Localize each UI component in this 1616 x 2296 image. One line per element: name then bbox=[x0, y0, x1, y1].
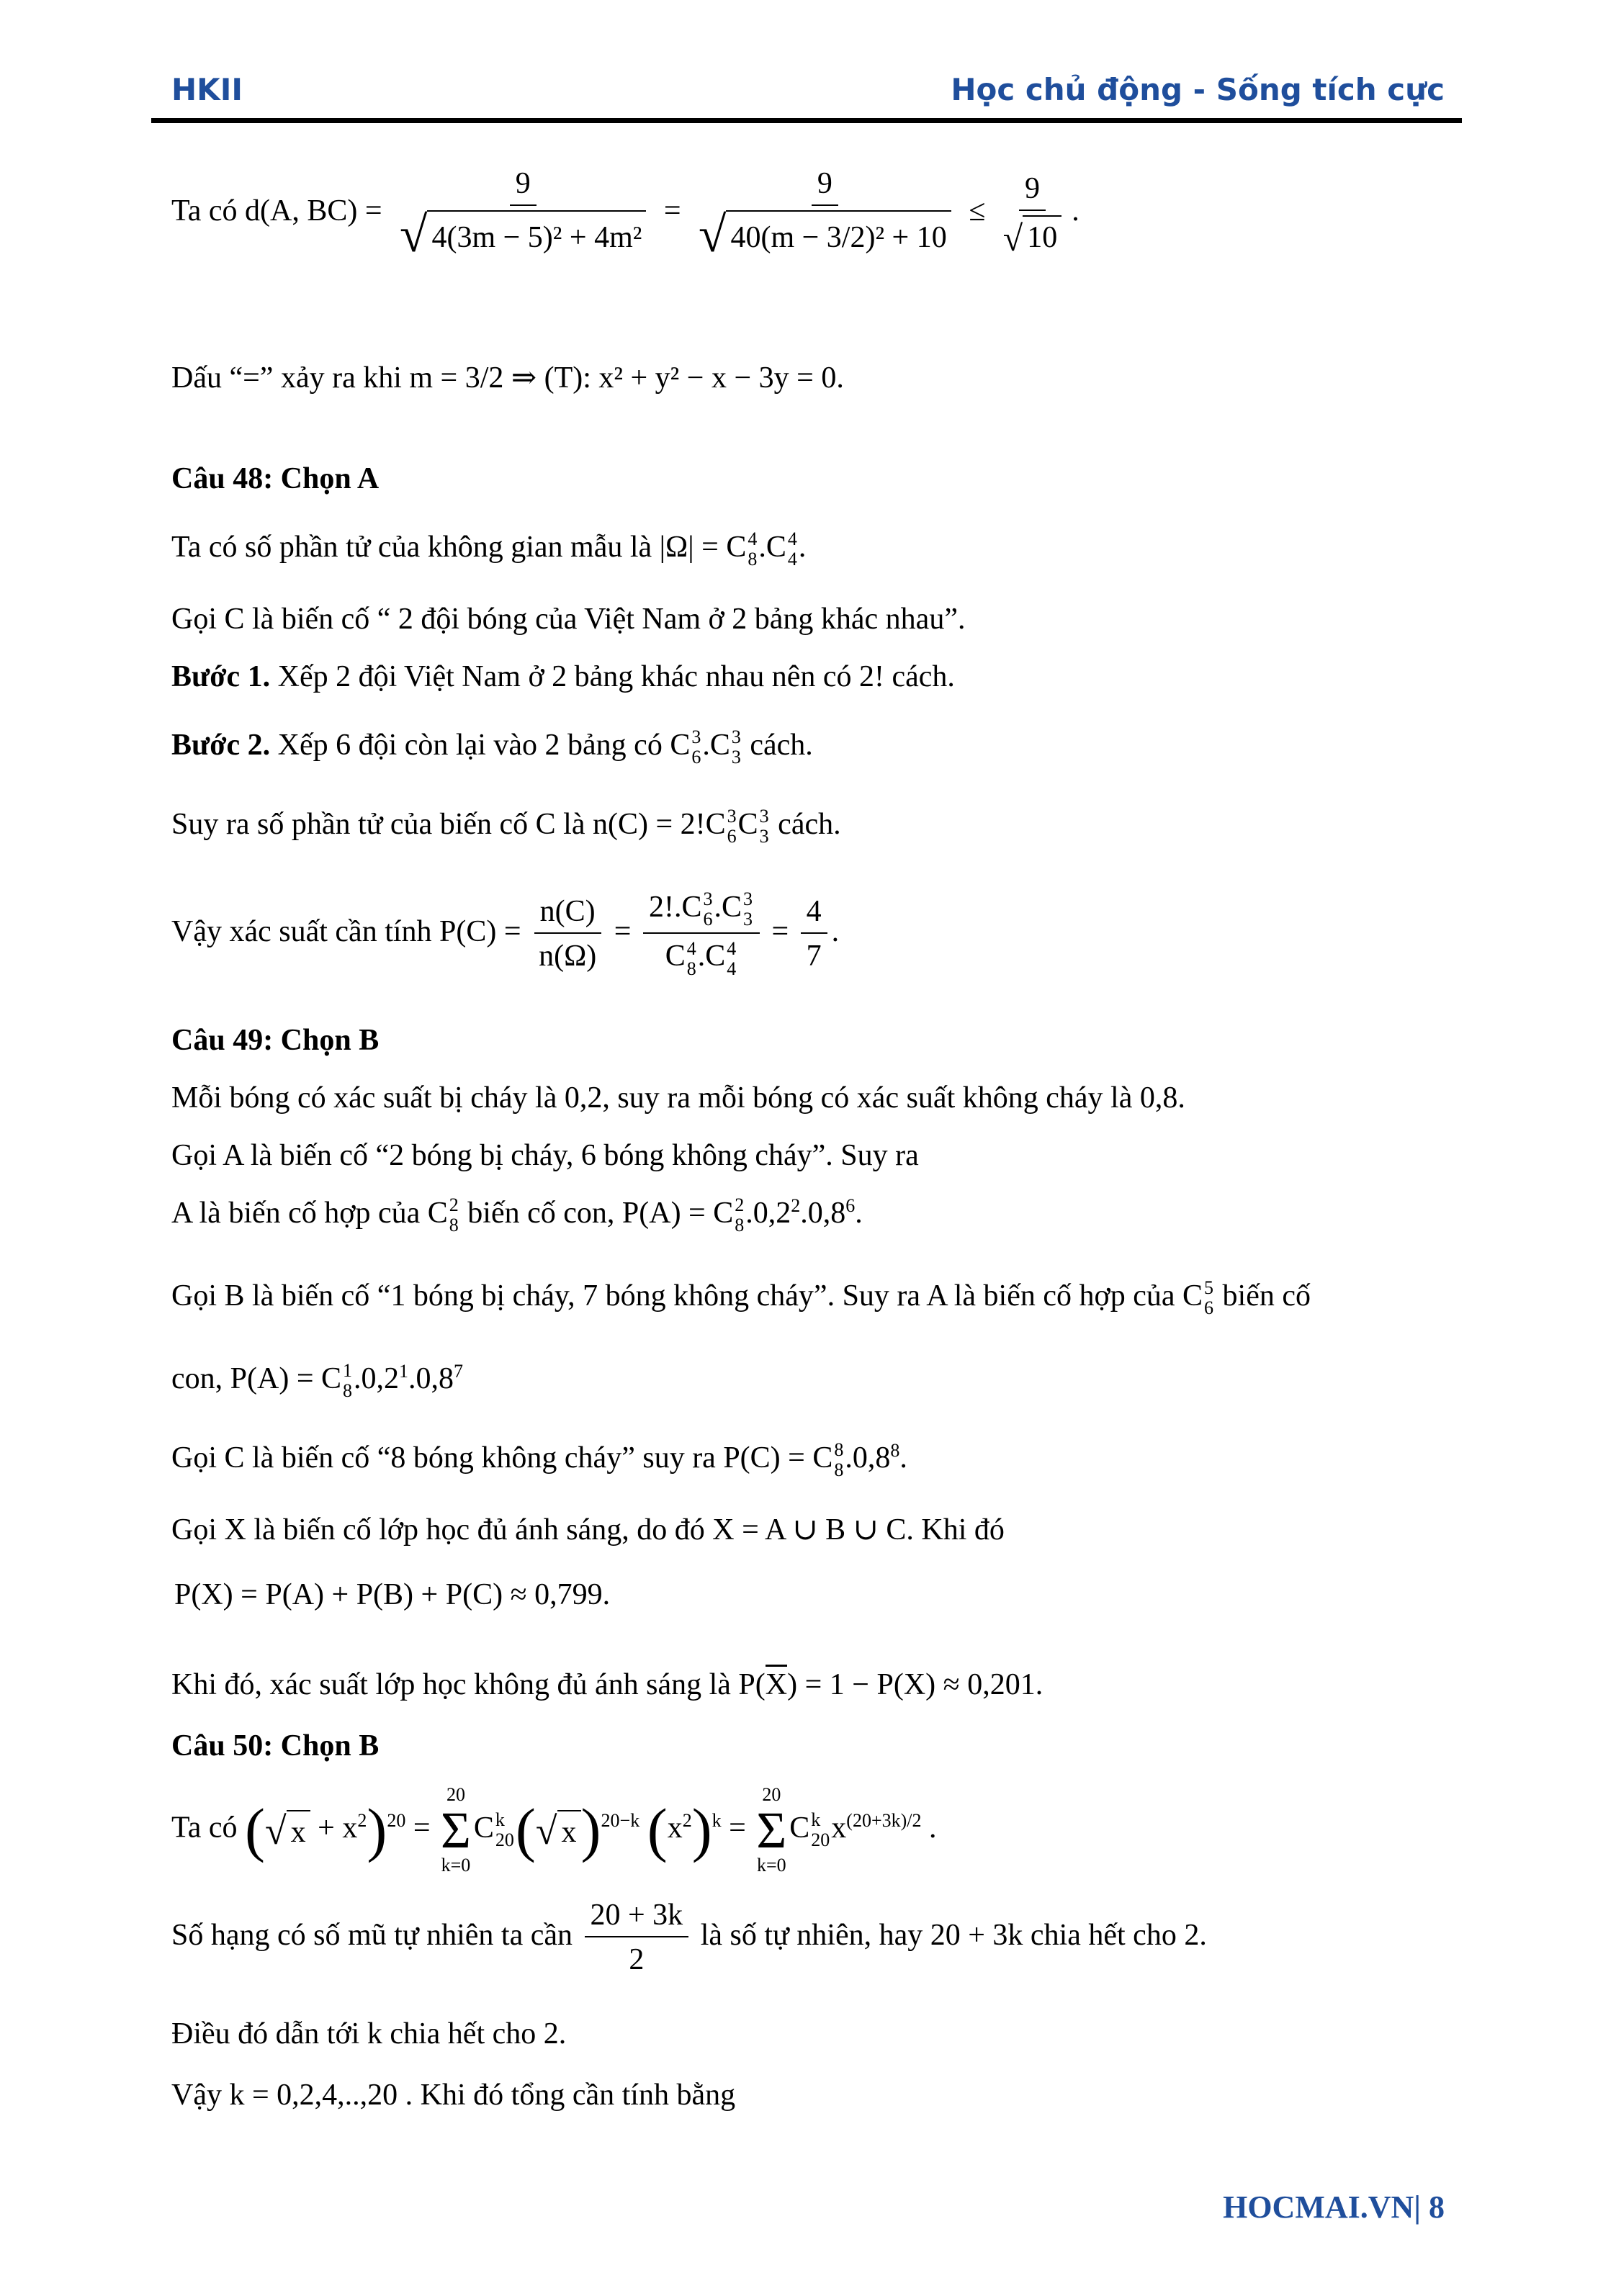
c49-line6: Gọi C là biến cố “8 bóng không cháy” suy ra P(C) = C 8 8 .0,8$^8$. bbox=[171, 1439, 907, 1481]
c47-frac3: 9 √ 10 bbox=[997, 171, 1067, 256]
c48-line1: Ta có số phần tử của không gian mẫu là |Ω| = C 4 8 .C 4 4 . bbox=[171, 528, 807, 570]
c49-line2: Gọi A là biến cố “2 bóng bị cháy, 6 bóng không cháy”. Suy ra bbox=[171, 1139, 919, 1172]
c47-dab: d(A, BC) = bbox=[245, 194, 382, 228]
c50-line4: Vậy k = 0,2,4,..,20 . Khi đó tổng cần tính bằng bbox=[171, 2079, 736, 2112]
c47-distance-line: Ta có d(A, BC) = 9 √ 4(3m − 5)² + 4m² = 9 √ 40(m − 3/2)² + 10 ≤ 9 √ 10 . bbox=[171, 167, 1079, 264]
c48-line5: Suy ra số phần tử của biến cố C là n(C) = 2!C 3 6 C 3 3 cách. bbox=[171, 806, 841, 847]
c48-line6: Vậy xác suất cần tính P(C) = $\frac{n(C)}{n(\Omega)}$ = 2!.C 3 6 .C 3 3 C 4 8 .C 4 4 = $\frac{4}{7}$ . bbox=[171, 888, 840, 979]
c50-line3: Điều đó dẫn tới k chia hết cho 2. bbox=[171, 2017, 567, 2050]
c47-frac1: 9 √ 4(3m − 5)² + 4m² bbox=[394, 166, 652, 261]
footer-brand: HOCMAI.VN| 8 bbox=[1223, 2189, 1445, 2225]
header-left: HKII bbox=[171, 72, 243, 107]
c49-line8: P(X) = P(A) + P(B) + P(C) ≈ 0,799. bbox=[174, 1578, 611, 1611]
c47-equality-line: Dấu “=” xảy ra khi m = 3/2 ⇒ (T): x² + y² − x − 3y = 0. bbox=[171, 361, 844, 395]
c49-line3: A là biến cố hợp của C 2 8 biến cố con, P(A) = C 2 8 .0,2$^2$.0,8$^6$. bbox=[171, 1194, 863, 1236]
c49-line7: Gọi X là biến cố lớp học đủ ánh sáng, do đó X = A ∪ B ∪ C. Khi đó bbox=[171, 1513, 1005, 1547]
c48-step1: Bước 1. Xếp 2 đội Việt Nam ở 2 bảng khác nhau nên có 2! cách. bbox=[171, 660, 955, 693]
c50-title: Câu 50: Chọn B bbox=[171, 1729, 380, 1762]
c50-expansion: Ta có ( √ x + $x^2)^{20}$ = 20 Σ k=0 C k 20 ( √ x )$^{20-k}$ $(x^2)^k$ = 20 Σ k=0 C k 20 $x^{(20+3k)/2}$ . bbox=[171, 1784, 937, 1876]
c50-line2: Số hạng có số mũ tự nhiên ta cần $\frac{20 + 3k}{2}$ là số tự nhiên, hay 20 + 3k chia hết cho 2. bbox=[171, 1899, 1207, 1977]
c49-line4: Gọi B là biến cố “1 bóng bị cháy, 7 bóng không cháy”. Suy ra A là biến cố hợp của C 5 6 biến cố bbox=[171, 1277, 1311, 1319]
c47-intro: Ta có bbox=[171, 194, 238, 228]
c48-title: Câu 48: Chọn A bbox=[171, 462, 380, 495]
c49-line9: Khi đó, xác suất lớp học không đủ ánh sáng là P(X) = 1 − P(X) ≈ 0,201. bbox=[171, 1667, 1043, 1703]
header-right: Học chủ động - Sống tích cực bbox=[951, 72, 1445, 107]
header-rule bbox=[151, 118, 1462, 123]
c49-line5: con, P(A) = C 1 8 .0,2$^1$.0,8$^7$ bbox=[171, 1360, 464, 1402]
c47-frac2: 9 √ 40(m − 3/2)² + 10 bbox=[693, 166, 957, 261]
c48-line2: Gọi C là biến cố “ 2 đội bóng của Việt Nam ở 2 bảng khác nhau”. bbox=[171, 603, 966, 636]
c48-step2: Bước 2. Xếp 6 đội còn lại vào 2 bảng có C 3 6 .C 3 3 cách. bbox=[171, 726, 813, 768]
c49-line1: Mỗi bóng có xác suất bị cháy là 0,2, suy ra mỗi bóng có xác suất không cháy là 0,8. bbox=[171, 1081, 1185, 1115]
c49-title: Câu 49: Chọn B bbox=[171, 1024, 380, 1057]
